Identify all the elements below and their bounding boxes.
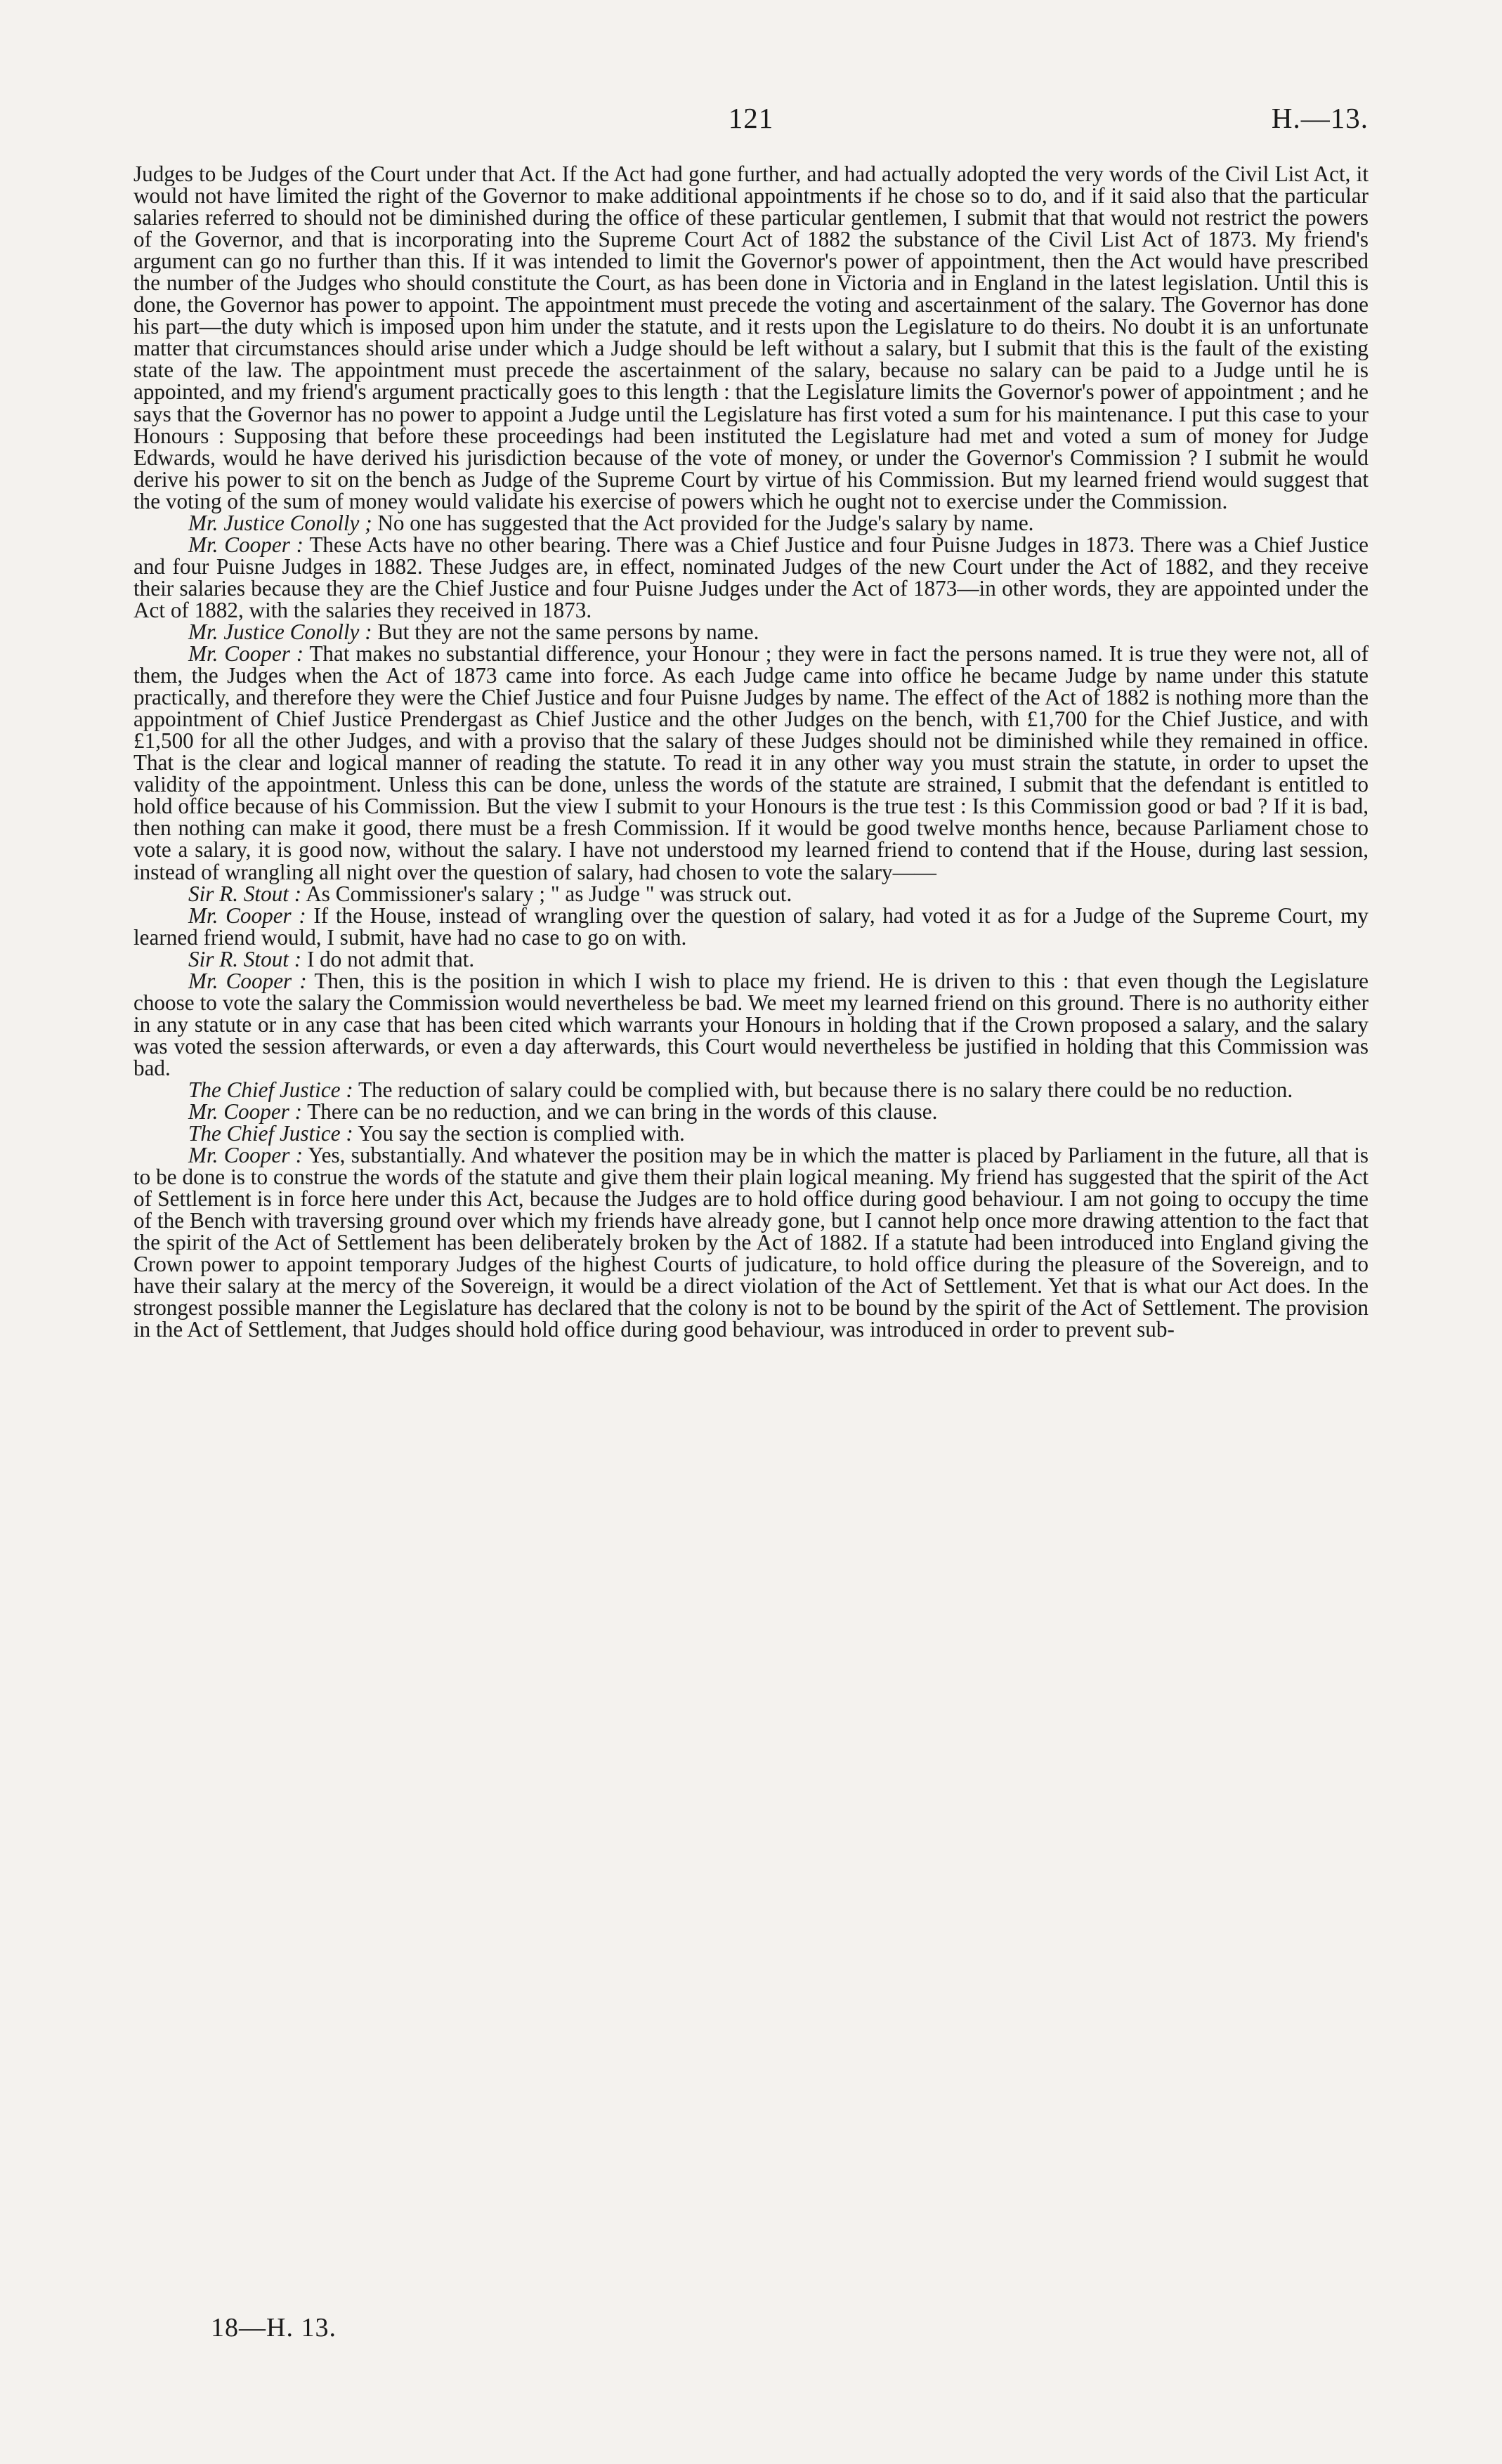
speaker-name: Mr. Justice Conolly ; bbox=[188, 510, 372, 535]
page-header bbox=[133, 101, 1369, 143]
speaker-name: Mr. Cooper : bbox=[188, 532, 304, 557]
speaker-name: Sir R. Stout : bbox=[188, 881, 302, 906]
speaker-name: The Chief Justice : bbox=[188, 1121, 353, 1146]
paragraph-text: These Acts have no other bearing. There was a Chief Justice and four Puisne Judges in 1873. There was a Chief Justice and four Puisne Judges in 1882. These Judges are, in effect, nominated Judges of the new Court under the Act of 1882, and they receive their salaries because they are the Chief Justice and four Puisne Judges under the Act of 1873—in other words, they are appointed under the Act of 1882, with the salaries they received in 1873. bbox=[133, 532, 1369, 622]
paragraph-text: But they are not the same persons by name. bbox=[372, 619, 759, 644]
speaker-name: Mr. Cooper : bbox=[188, 1099, 302, 1125]
paragraph bbox=[133, 1122, 1369, 1144]
speaker-name: Mr. Justice Conolly : bbox=[188, 619, 372, 644]
paragraph-text: You say the section is complied with. bbox=[353, 1121, 685, 1146]
speaker-name: Mr. Cooper : bbox=[188, 1143, 303, 1168]
paragraph bbox=[133, 905, 1369, 948]
paragraph-text: There can be no reduction, and we can bring in the words of this clause. bbox=[302, 1099, 938, 1125]
page-number: 121 bbox=[728, 102, 774, 134]
paragraph-text: As Commissioner's salary ; " as Judge " was struck out. bbox=[301, 881, 792, 906]
paragraph-text: The reduction of salary could be complied with, but because there is no salary there could be no reduction. bbox=[353, 1077, 1293, 1102]
paragraph bbox=[133, 163, 1369, 512]
body-text bbox=[133, 163, 1369, 1341]
paragraph bbox=[133, 534, 1369, 621]
paragraph bbox=[133, 512, 1369, 534]
speaker-name: Mr. Cooper : bbox=[188, 968, 307, 993]
paragraph bbox=[133, 643, 1369, 883]
paragraph bbox=[133, 621, 1369, 643]
speaker-name: The Chief Justice : bbox=[188, 1077, 353, 1102]
paragraph bbox=[133, 883, 1369, 905]
sheet-reference: 18—H. 13. bbox=[211, 2313, 337, 2342]
paragraph bbox=[133, 948, 1369, 970]
paragraph-text: Then, this is the position in which I wish to place my friend. He is driven to this : that even though the Legislature choose to vote the salary the Commission would nevertheless be bad. We meet my learned friend on this ground. There is no authority either in any statute or in any case that has been cited which warrants your Honours in holding that if the Crown proposed a salary, and the salary was voted the session afterwards, or even a day afterwards, this Court would nevertheless be justified in holding that this Commission was bad. bbox=[133, 968, 1369, 1080]
paragraph-text: Judges to be Judges of the Court under that Act. If the Act had gone further, and had actually adopted the very words of the Civil List Act, it would not have limited the right of the Governor to make additional appointments if he chose so to do, and if it said also that the particular salaries referred to should not be diminished during the office of these particular gentlemen, I submit that that would not restrict the powers of the Governor, and that is incorporating into the Supreme Court Act of 1882 the substance of the Civil List Act of 1873. My friend's argument can go no further than this. If it was intended to limit the Governor's power of appointment, then the Act would have prescribed the number of the Judges who should constitute the Court, as has been done in Victoria and in England in the latest legislation. Until this is done, the Governor has power to appoint. The appointment must precede the voting and ascertainment of the salary. The Governor has done his part—the duty which is imposed upon him under the statute, and it rests upon the Legislature to do theirs. No doubt it is an unfortunate matter that circumstances should arise under which a Judge should be left without a salary, but I submit that this is the fault of the existing state of the law. The appointment must precede the ascertainment of the salary, because no salary can be paid to a Judge until he is appointed, and my friend's argument practically goes to this length : that the Legislature limits the Governor's power of appointment ; and he says that the Governor has no power to appoint a Judge until the Legislature has first voted a sum for his maintenance. I put this case to your Honours : Supposing that before these proceedings had been instituted the Legislature had met and voted a sum of money for Judge Edwards, would he have derived his jurisdiction because of the vote of money, or under the Governor's Commission ? I submit he would derive his power to sit on the bench as Judge of the Supreme Court by virtue of his Commission. But my learned friend would suggest that the voting of the sum of money would validate his exercise of powers which he ought not to exercise under the Commission. bbox=[133, 162, 1369, 513]
paragraph-text: If the House, instead of wrangling over the question of salary, had voted it as for a Judge of the Supreme Court, my learned friend would, I submit, have had no case to go on with. bbox=[133, 903, 1369, 950]
paragraph-text: That makes no substantial difference, your Honour ; they were in fact the persons named. It is true they were not, all of them, the Judges when the Act of 1873 came into force. As each Judge came into office he became Judge by name under this statute practically, and therefore they were the Chief Justice and four Puisne Judges by name. The effect of the Act of 1882 is nothing more than the appointment of Chief Justice Prendergast as Chief Justice and the other Judges on the bench, with £1,700 for the Chief Justice, and with £1,500 for all the other Judges, and with a proviso that the salary of these Judges should not be diminished while they remained in office. That is the clear and logical manner of reading the statute. To read it in any other way you must strain the statute, in order to upset the validity of the appointment. Unless this can be done, unless the words of the statute are strained, I submit that the defendant is entitled to hold office because of his Commission. But the view I submit to your Honours is the true test : Is this Commission good or bad ? If it is bad, then nothing can make it good, there must be a fresh Commission. If it would be good twelve months hence, because Parliament chose to vote a salary, it is good now, without the salary. I have not understood my learned friend to contend that if the House, during last session, instead of wrangling all night over the question of salary, had chosen to vote the salary—— bbox=[133, 641, 1369, 884]
paragraph bbox=[133, 1144, 1369, 1340]
paragraph-text: No one has suggested that the Act provided for the Judge's salary by name. bbox=[372, 510, 1034, 535]
paragraph bbox=[133, 1079, 1369, 1101]
speaker-name: Mr. Cooper : bbox=[188, 903, 306, 928]
paragraph bbox=[133, 970, 1369, 1079]
paragraph-text: Yes, substantially. And whatever the position may be in which the matter is placed by Parliament in the future, all that is to be done is to construe the words of the statute and give them their plain logical meaning. My friend has suggested that the spirit of the Act of Settlement is in force here under this Act, because the Judges are to hold office during good behaviour. I am not going to occupy the time of the Bench with traversing ground over which my friends have already gone, but I cannot help once more drawing attention to the fact that the spirit of the Act of Settlement has been deliberately broken by the Act of 1882. If a statute had been introduced into England giving the Crown power to appoint temporary Judges of the highest Courts of judicature, to hold office during the pleasure of the Sovereign, and to have their salary at the mercy of the Sovereign, it would be a direct violation of the Act of Settlement. Yet that is what our Act does. In the strongest possible manner the Legislature has declared that the colony is not to be bound by the spirit of the Act of Settlement. The provision in the Act of Settlement, that Judges should hold office during good behaviour, was introduced in order to prevent sub- bbox=[133, 1143, 1369, 1342]
paragraph-text: I do not admit that. bbox=[301, 946, 475, 971]
paragraph bbox=[133, 1099, 1369, 1125]
speaker-name: Sir R. Stout : bbox=[188, 946, 302, 971]
document-reference: H.—13. bbox=[1271, 102, 1369, 134]
speaker-name: Mr. Cooper : bbox=[188, 641, 304, 667]
